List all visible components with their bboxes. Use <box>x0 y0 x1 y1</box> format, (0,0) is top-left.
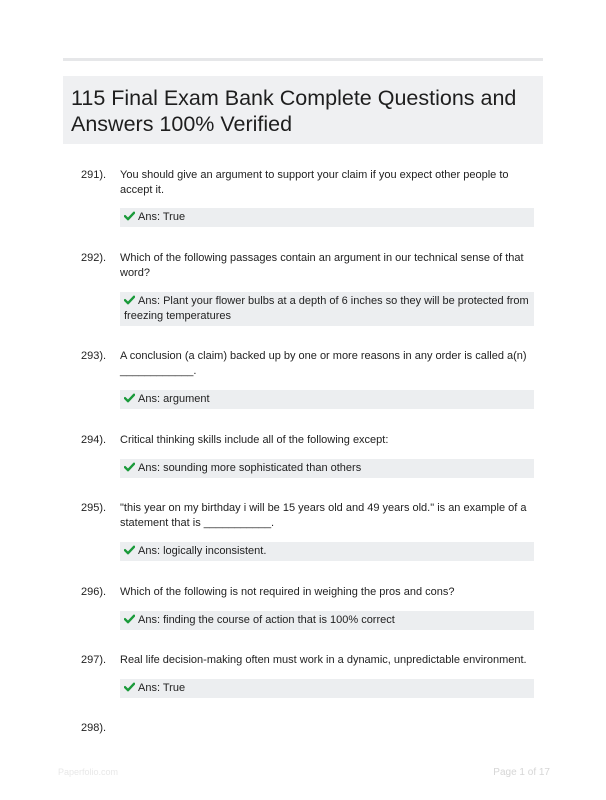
page-title: 115 Final Exam Bank Complete Questions and Answers 100% Verified <box>71 86 517 136</box>
answer-box <box>120 679 534 698</box>
question-text: Real life decision-making often must work in a dynamic, unpredictable environment. <box>120 654 527 666</box>
answer-box <box>120 208 534 227</box>
question-number: 298). <box>81 722 107 734</box>
answer-text: Ans: sounding more sophisticated than others <box>138 462 362 474</box>
answer-box <box>120 390 534 409</box>
check-icon <box>124 614 135 624</box>
answer-text: Ans: Plant your flower bulbs at a depth of 6 inches so they will be protected from freezing temperatures <box>124 295 529 322</box>
check-icon <box>124 545 135 555</box>
answer-text: Ans: logically inconsistent. <box>138 545 267 557</box>
answer-text: Ans: finding the course of action that is 100% correct <box>138 614 395 626</box>
question-number: 294). <box>81 434 107 446</box>
question-number: 295). <box>81 502 107 514</box>
check-icon <box>124 682 135 692</box>
answer-text: Ans: True <box>138 211 186 223</box>
question-number: 292). <box>81 252 107 264</box>
question-text: Critical thinking skills include all of the following except: <box>120 434 389 446</box>
title-banner <box>63 76 543 144</box>
question-text: Which of the following is not required in weighing the pros and cons? <box>120 586 455 598</box>
answer-box <box>120 292 534 326</box>
question-text: A conclusion (a claim) backed up by one or more reasons in any order is called a(n) ____________. <box>120 350 527 377</box>
question-number: 296). <box>81 586 107 598</box>
top-divider <box>63 58 543 61</box>
answer-box <box>120 542 534 561</box>
question-number: 297). <box>81 654 107 666</box>
check-icon <box>124 393 135 403</box>
question-number: 293). <box>81 350 107 362</box>
answer-box <box>120 611 534 630</box>
footer-watermark: Paperfolio.com <box>58 767 119 777</box>
check-icon <box>124 295 135 305</box>
question-text: "this year on my birthday i will be 15 years old and 49 years old." is an example of a statement that is ___________. <box>120 502 527 529</box>
page-number: Page 1 of 17 <box>493 767 550 778</box>
question-text: You should give an argument to support your claim if you expect other people to accept it. <box>120 169 509 196</box>
check-icon <box>124 462 135 472</box>
answer-text: Ans: argument <box>138 393 210 405</box>
question-text: Which of the following passages contain an argument in our technical sense of that word? <box>120 252 524 279</box>
answer-box <box>120 459 534 478</box>
answer-text: Ans: True <box>138 682 186 694</box>
check-icon <box>124 211 135 221</box>
question-number: 291). <box>81 169 107 181</box>
